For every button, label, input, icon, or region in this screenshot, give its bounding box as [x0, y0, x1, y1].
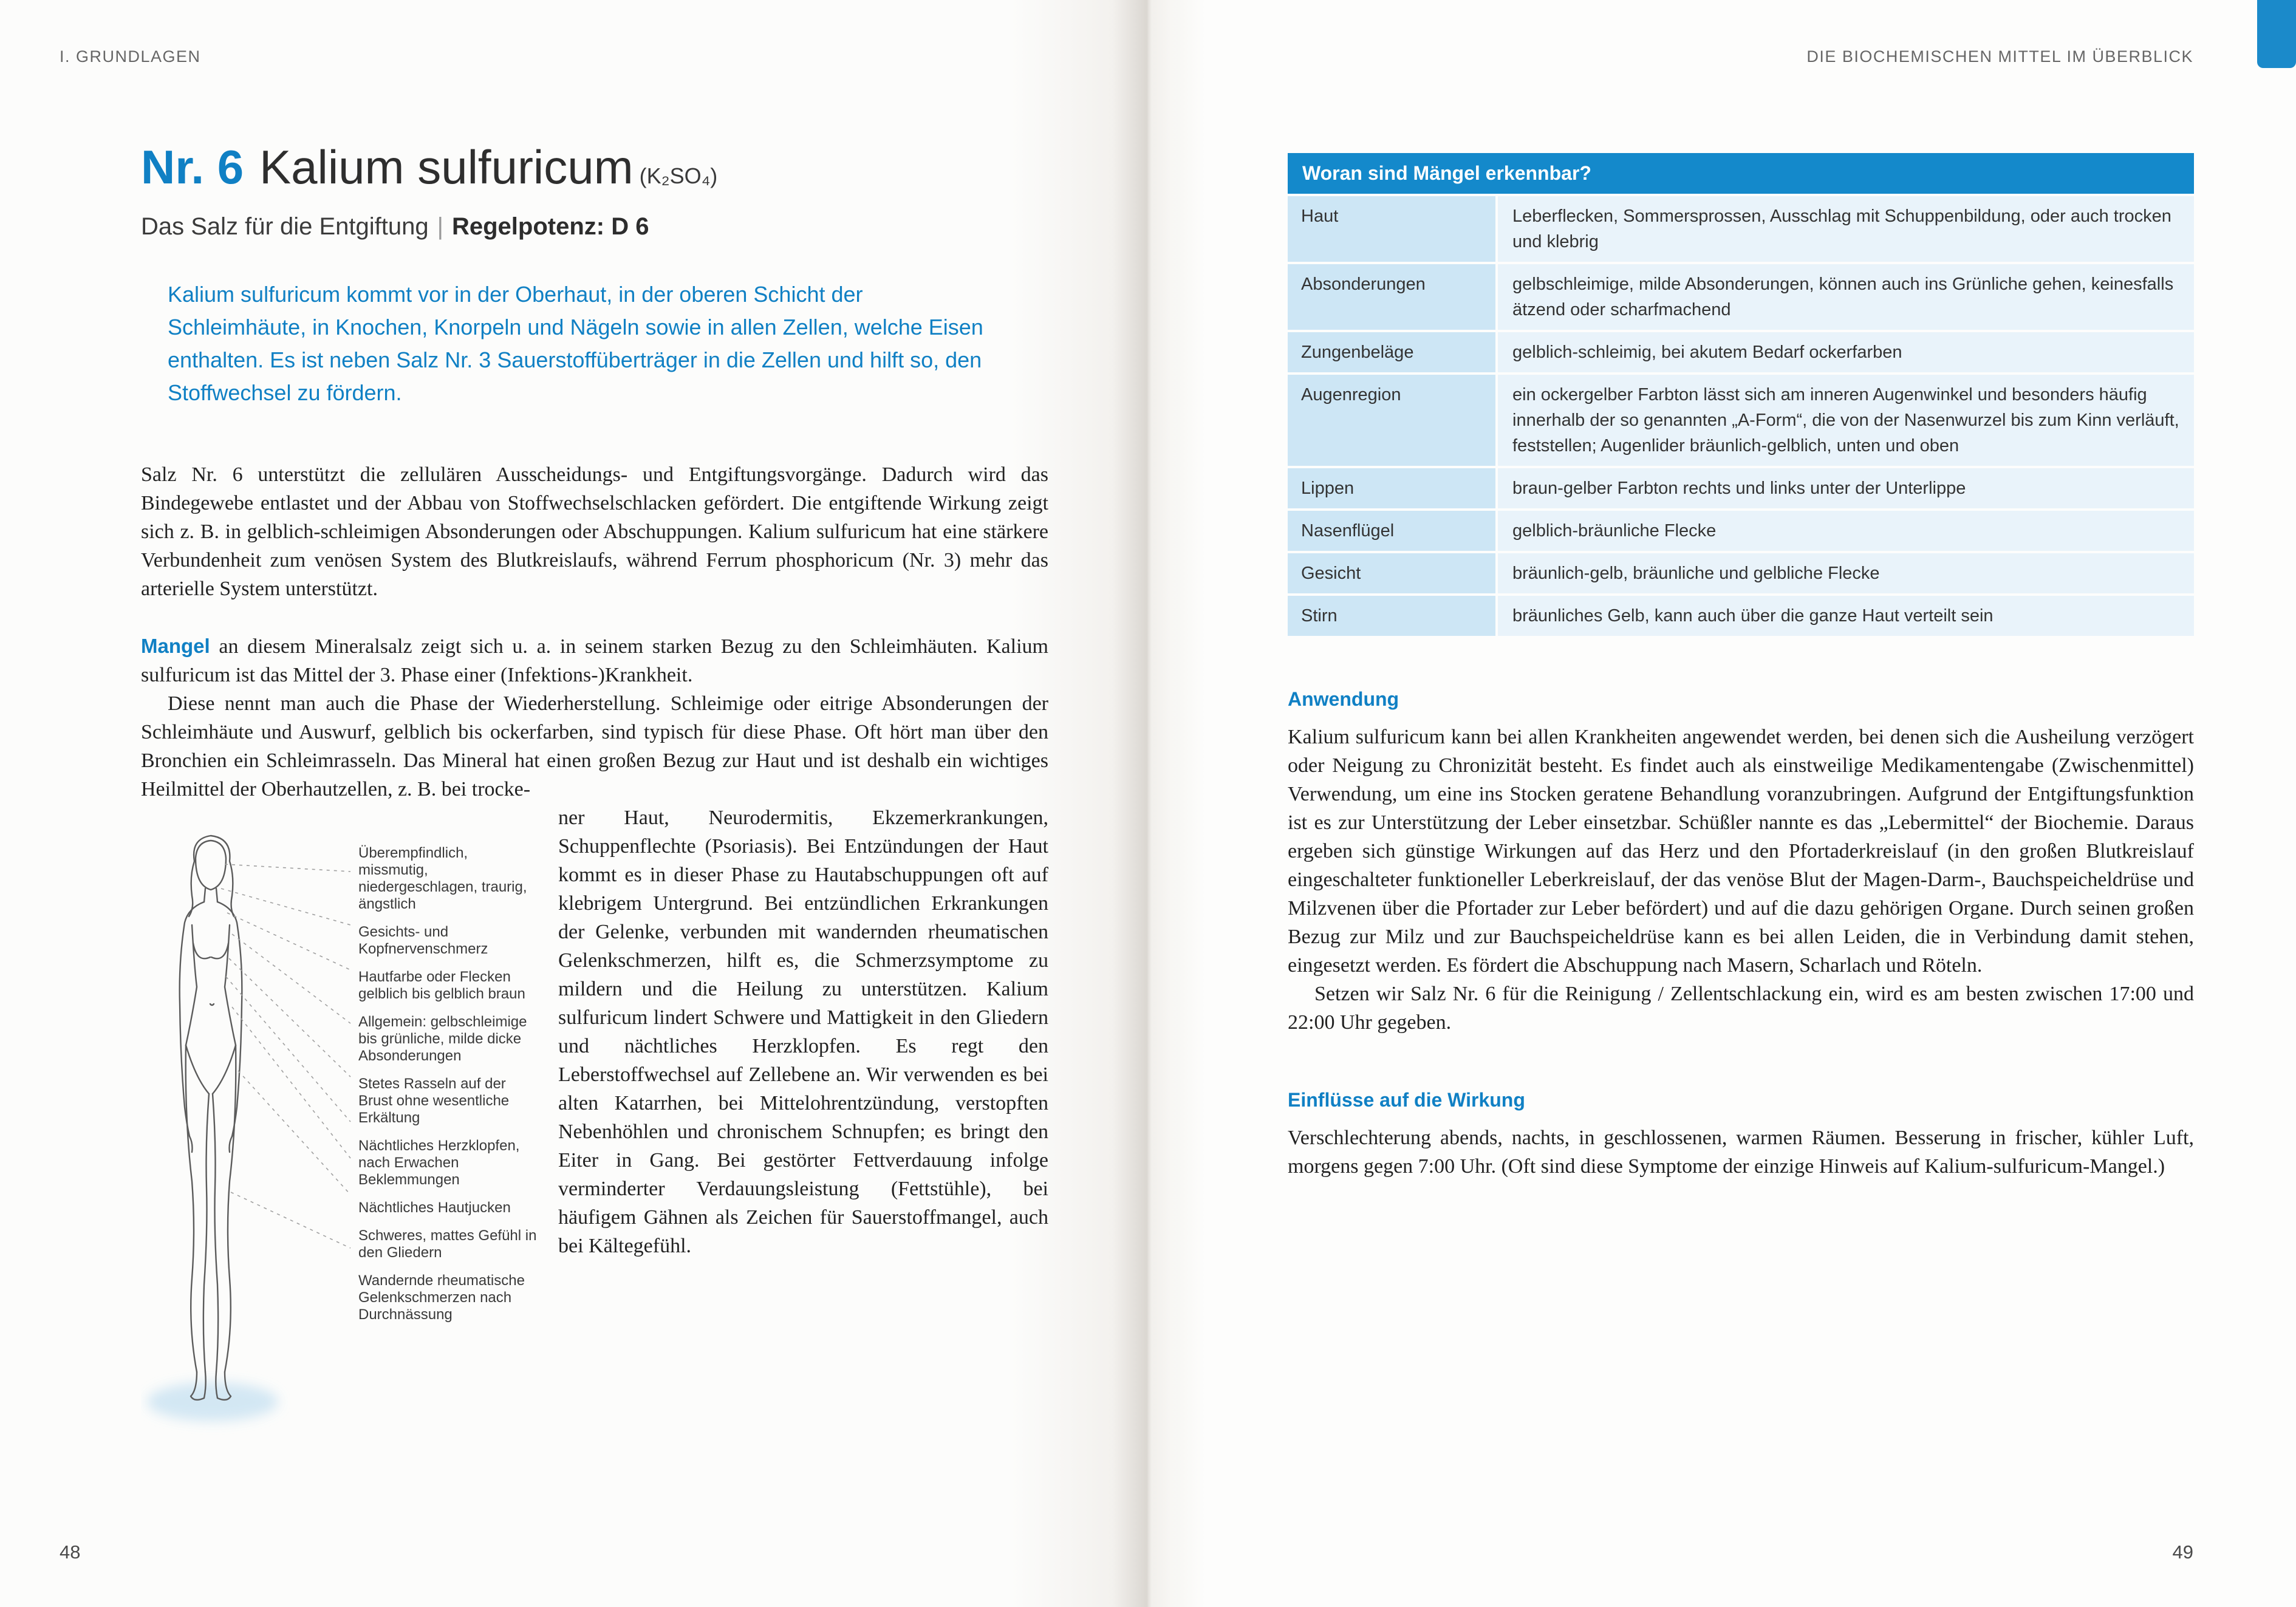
anwendung-paragraph-2: Setzen wir Salz Nr. 6 für die Reinigung / Zellentschlackung ein, wird es am besten zwischen 17:00 und 22:00 Uhr gegeben.	[1288, 983, 2194, 1034]
figure-label: Stetes Rasseln auf der Brust ohne wesentliche Erkältung	[358, 1076, 510, 1126]
figure-area	[141, 803, 558, 1459]
paragraph-1: Salz Nr. 6 unterstützt die zellulären Ausscheidungs- und Entgiftungsvorgänge. Dadurch wird das Bindegewebe entlastet und der Abbau von Stoffwechselschlacken gefördert. Die entgiftende Wirkung zeigt sich z. B. in gelblich-schleimigen Absonderungen oder Abschuppungen. Kalium sulfuricum hat eine stärkere Verbundenheit zum venösen System des Blutkreislaufs, während Ferrum phosphoricum (Nr. 3) mehr das arterielle System unterstützt.	[141, 463, 1048, 600]
figure-label: Hautfarbe oder Flecken gelblich bis gelblich braun	[358, 969, 525, 1002]
paragraph-3-intro: Diese nennt man auch die Phase der Wiederherstellung. Schleimige oder eitrige Absonderungen der Schleimhäute und Auswurf, gelblich bis ockerfarben, sind typisch für diese Phase. Oft hört man über den Bronchien ein Schleimrasseln. Das Mineral hat einen großen Bezug zur Haut und ist deshalb ein wichtiges Heilmittel der Oberhautzellen, z. B. bei trocke-	[141, 692, 1048, 800]
page-title	[141, 140, 1048, 195]
table-row-label: Gesicht	[1288, 553, 1495, 593]
page-number-right: 49	[2172, 1541, 2193, 1563]
mangel-text: an diesem Mineralsalz zeigt sich u. a. in seinem starken Bezug zu den Schleimhäuten. Kalium sulfuricum ist das Mittel der 3. Phase einer (Infektions-)Krankheit.	[141, 635, 1048, 686]
chemical-formula: (K₂SO₄)	[639, 163, 718, 188]
figure-label: Überempfindlich, missmutig, niedergeschlagen, traurig, ängstlich	[358, 845, 527, 912]
figure-label: Schweres, mattes Gefühl in den Gliedern	[358, 1227, 537, 1261]
table-row	[1288, 196, 2194, 262]
running-head-left: I. GRUNDLAGEN	[60, 47, 201, 66]
table-row	[1288, 375, 2194, 466]
table-row-label: Stirn	[1288, 596, 1495, 636]
symptom-table	[1288, 153, 2194, 636]
table-row	[1288, 596, 2194, 636]
subtitle-potency: Regelpotenz: D 6	[451, 213, 649, 240]
figure-shadow	[147, 1382, 278, 1421]
salt-number: Nr. 6	[141, 140, 244, 194]
table-row-label: Haut	[1288, 196, 1495, 262]
table-row	[1288, 553, 2194, 593]
paragraph-3-continued: ner Haut, Neurodermitis, Ekzemerkrankungen, Schuppenflechte (Psoriasis). Bei Entzündungen der Haut kommt es in dieser Phase zu Hautabschuppungen oft auf klebrigem Untergrund. Bei entzündlichen Erkrankungen der Gelenke, verbunden mit wandernden rheumatischen Gelenkschmerzen, hilft es, die Schmerzsymptome zu mildern und die Heilung zu unterstützen. Kalium sulfuricum lindert Schwere und Mattigkeit in den Gliedern und nächtliches Herzklopfen. Es regt den Leberstoffwechsel auf Zellebene an. Wir verwenden es bei alten Katarrhen, bei Mittelohrentzündung, verstopften Nebenhöhlen und chronischem Schnupfen; es bringt den Eiter in Gang. Bei gestörter Fettverdauung infolge verminderter Verdauungsleistung (Fettstühle), bei häufigem Gähnen als Zeichen für Sauerstoffmangel, auch bei Kältegefühl.	[558, 807, 1048, 1257]
table-row-label: Nasenflügel	[1288, 511, 1495, 551]
paragraph-mangel	[141, 632, 1048, 689]
table-header: Woran sind Mängel erkennbar?	[1288, 153, 2194, 194]
figure-labels	[358, 845, 541, 1323]
figure-label: Nächtliches Herzklopfen, nach Erwachen Beklemmungen	[358, 1138, 520, 1188]
table-row	[1288, 332, 2194, 372]
chapter-tab-marker	[2257, 0, 2296, 68]
left-content	[141, 140, 1048, 1459]
table-row-value: bräunlich-gelb, bräunliche und gelbliche Flecke	[1498, 553, 2194, 593]
page-right	[1148, 0, 2296, 1607]
right-content	[1288, 153, 2194, 1181]
table-row-value: Leberflecken, Sommersprossen, Ausschlag mit Schuppenbildung, oder auch trocken und klebrig	[1498, 196, 2194, 262]
einfluesse-paragraph: Verschlechterung abends, nachts, in geschlossenen, warmen Räumen. Besserung in frischer, kühler Luft, morgens gegen 7:00 Uhr. (Oft sind diese Symptome der einzige Hinweis auf Kalium-sulfuricum-Mangel.)	[1288, 1127, 2194, 1178]
figure-label: Allgemein: gelbschleimige bis grünliche, milde dicke Absonderungen	[358, 1014, 527, 1064]
table-row-label: Zungenbeläge	[1288, 332, 1495, 372]
table-row	[1288, 468, 2194, 508]
table-row-label: Augenregion	[1288, 375, 1495, 466]
table-row-value: gelbschleimige, milde Absonderungen, können auch ins Grünliche gehen, keinesfalls ätzend oder scharfmachend	[1498, 264, 2194, 330]
subtitle	[141, 213, 1048, 241]
table-row	[1288, 511, 2194, 551]
table-row-label: Lippen	[1288, 468, 1495, 508]
subtitle-divider: |	[437, 213, 443, 240]
table-row	[1288, 264, 2194, 330]
figure-label: Nächtliches Hautjucken	[358, 1199, 511, 1216]
table-row-value: ein ockergelber Farbton lässt sich am inneren Augenwinkel und besonders häufig innerhalb der so genannten „A-Form“, die von der Nasenwurzel bis zum Kinn verläuft, feststellen; Augenlider bräunlich-gelblich, unten und oben	[1498, 375, 2194, 466]
table-row-value: gelblich-bräunliche Flecke	[1498, 511, 2194, 551]
figure-label: Wandernde rheumatische Gelenkschmerzen nach Durchnässung	[358, 1272, 525, 1323]
figure-label: Gesichts- und Kopfnervenschmerz	[358, 924, 488, 957]
table-row-value: braun-gelber Farbton rechts und links unter der Unterlippe	[1498, 468, 2194, 508]
page-number-left: 48	[60, 1541, 81, 1563]
mangel-keyword: Mangel	[141, 635, 210, 657]
figure-row	[141, 803, 1048, 1459]
running-head-right: DIE BIOCHEMISCHEN MITTEL IM ÜBERBLICK	[1806, 47, 2193, 66]
anwendung-heading: Anwendung	[1288, 688, 1399, 710]
intro-paragraph: Kalium sulfuricum kommt vor in der Oberhaut, in der oberen Schicht der Schleimhäute, in Knochen, Knorpeln und Nägeln sowie in allen Zellen, welche Eisen enthalten. Es ist neben Salz Nr. 3 Sauerstoffüberträger in die Zellen und hilft so, den Stoffwechsel zu fördern.	[168, 282, 983, 405]
table-row-value: bräunliches Gelb, kann auch über die ganze Haut verteilt sein	[1498, 596, 2194, 636]
table-row-value: gelblich-schleimig, bei akutem Bedarf ockerfarben	[1498, 332, 2194, 372]
figure-outline	[180, 836, 242, 1400]
salt-name: Kalium sulfuricum	[259, 140, 634, 194]
table-row-label: Absonderungen	[1288, 264, 1495, 330]
einfluesse-heading: Einflüsse auf die Wirkung	[1288, 1089, 1525, 1111]
subtitle-text: Das Salz für die Entgiftung	[141, 213, 429, 240]
anwendung-paragraph-1: Kalium sulfuricum kann bei allen Krankheiten angewendet werden, bei denen sich die Ausheilung verzögert oder Neigung zu Chronizität besteht. Es findet auch als einstweilige Medikamentengabe (Zwischenmittel) Verwendung, um eine ins Stocken geratene Behandlung voranzubringen. Aufgrund der Entgiftungsfunktion ist es zur Unterstützung der Leber einsetzbar. Schüßler nannte es das „Lebermittel“ der Biochemie. Daraus ergeben sich günstige Wirkungen auf das Herz und den Pfortaderkreislauf (in den großen Blutkreislauf eingeschalteter funktioneller Leberkreislauf, der das venöse Blut der Magen-Darm-, Bauchspeicheldrüse und Milzvenen über die Pfortader zur Leber befördert) und auf die dazu gehörigen Organe. Durch seinen großen Bezug zur Milz und zur Bauchspeicheldrüse kann es bei allen Leiden, die in Verbindung damit stehen, eingesetzt werden. Es fördert die Abschuppung nach Masern, Scharlach und Röteln.	[1288, 726, 2194, 977]
